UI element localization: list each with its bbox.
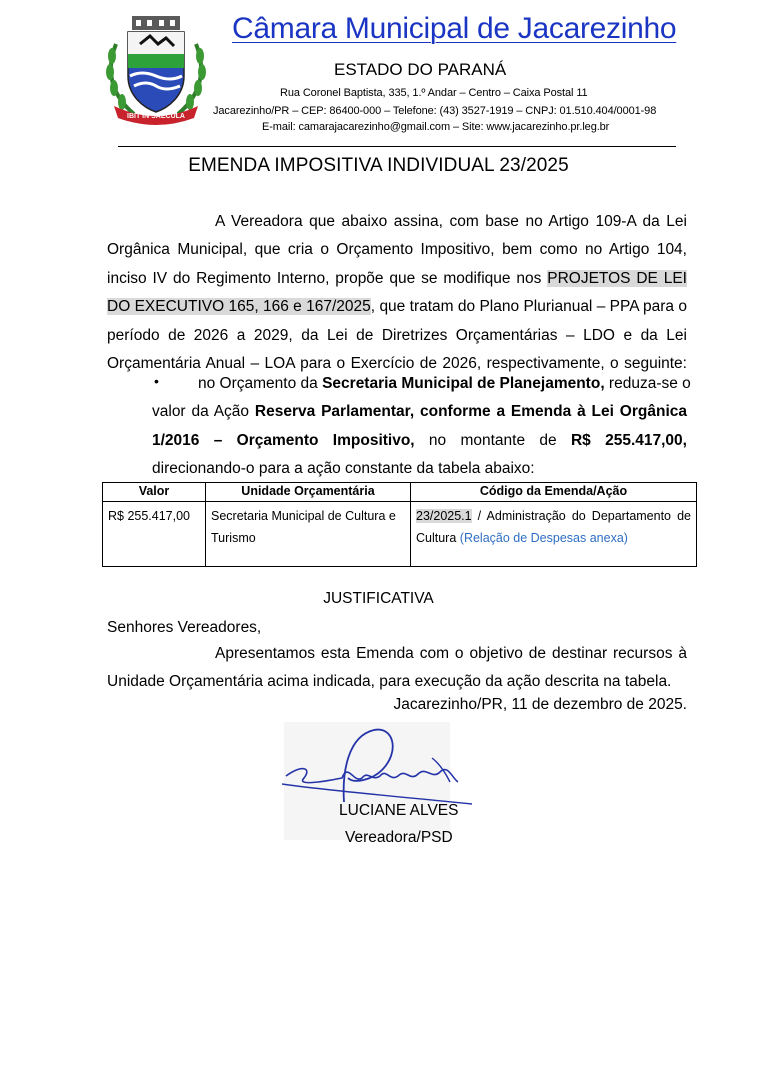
intro-line-5: período de 2026 a 2029, da Lei de Diretrizes Orçamentárias – LDO e da Lei [107,326,687,344]
intro-line-3 [107,265,687,293]
email-site-line: E-mail: camarajacarezinho@gmail.com – Site: www.jacarezinho.pr.leg.br [262,121,610,133]
bullet-marker: • [154,373,159,389]
signer-name: LUCIANE ALVES [339,802,459,819]
column-header-value: Valor [103,483,206,502]
bullet-text: valor da Ação [152,403,255,421]
expense-list-link[interactable]: (Relação de Despesas anexa) [459,531,628,545]
justification-line-2: Unidade Orçamentária acima indicada, para execução da ação descrita na tabela. [107,673,672,691]
intro-paragraph [107,208,687,378]
org-name: Câmara Municipal de Jacarezinho [232,12,677,45]
crest-motto: IBIT IN SAECULA [127,113,185,120]
intro-line-1: A Vereadora que abaixo assina, com base no Artigo 109-A da Lei [215,213,687,230]
column-header-unit: Unidade Orçamentária [206,483,411,502]
bullet-text: reduza-se o [604,375,691,392]
bullet-line-1 [152,370,691,398]
intro-text: inciso IV do Regimento Interno, propõe que se modifique nos [107,269,548,287]
header-divider [118,146,676,147]
bullet-paragraph [152,370,691,484]
address-line: Rua Coronel Baptista, 335, 1.º Andar – Centro – Caixa Postal 11 [280,87,588,99]
bullet-line-4: direcionando-o para a ação constante da tabela abaixo: [152,460,535,478]
salutation: Senhores Vereadores, [107,619,262,636]
amendment-code: 23/2025.1 [416,509,472,523]
highlighted-bill-reference: DO EXECUTIVO 165, 166 e 167/2025 [107,298,371,316]
action-name: Reserva Parlamentar, conforme a Emenda à Lei Orgânica [254,403,687,421]
cell-unit: Secretaria Municipal de Cultura e Turismo [206,502,411,567]
intro-line-4 [107,293,687,321]
bullet-line-3 [152,427,687,455]
municipal-crest-icon [104,14,208,126]
amount: R$ 255.417,00, [570,431,687,449]
cell-code [411,502,697,567]
bullet-text: no montante de [414,431,571,449]
column-header-code: Código da Emenda/Ação [411,483,697,502]
cell-value: R$ 255.417,00 [103,502,206,567]
document-title: EMENDA IMPOSITIVA INDIVIDUAL 23/2025 [188,155,569,176]
secretariat-name: Secretaria Municipal de Planejamento, [322,375,605,392]
justification-title: JUSTIFICATIVA [323,590,434,607]
justification-line-1: Apresentamos esta Emenda com o objetivo de destinar recursos à [215,645,687,662]
intro-text: , que tratam do Plano Plurianual – PPA para o [370,298,687,316]
action-description: / Administração do Departamento de Cultura [416,509,691,545]
org-state: ESTADO DO PARANÁ [334,60,507,79]
place-and-date: Jacarezinho/PR, 11 de dezembro de 2025. [393,696,687,713]
table-row [103,502,697,567]
table-header-row [103,483,697,502]
intro-line-2: Orgânica Municipal, que cria o Orçamento Impositivo, bem como no Artigo 104, [107,241,687,259]
amendment-reference: 1/2016 – Orçamento Impositivo, [152,431,415,449]
intro-line-6: Orçamentária Anual – LOA para o Exercício de 2026, respectivamente, o seguinte: [107,355,687,373]
amendment-table [102,482,697,567]
contact-line: Jacarezinho/PR – CEP: 86400-000 – Telefone: (43) 3527-1919 – CNPJ: 01.510.404/0001-98 [213,105,657,117]
justification-paragraph [107,640,687,697]
bullet-line-2 [152,398,687,426]
signer-role: Vereadora/PSD [345,829,453,846]
highlighted-bill-reference: PROJETOS DE LEI [547,269,687,287]
bullet-text: no Orçamento da [198,375,323,392]
